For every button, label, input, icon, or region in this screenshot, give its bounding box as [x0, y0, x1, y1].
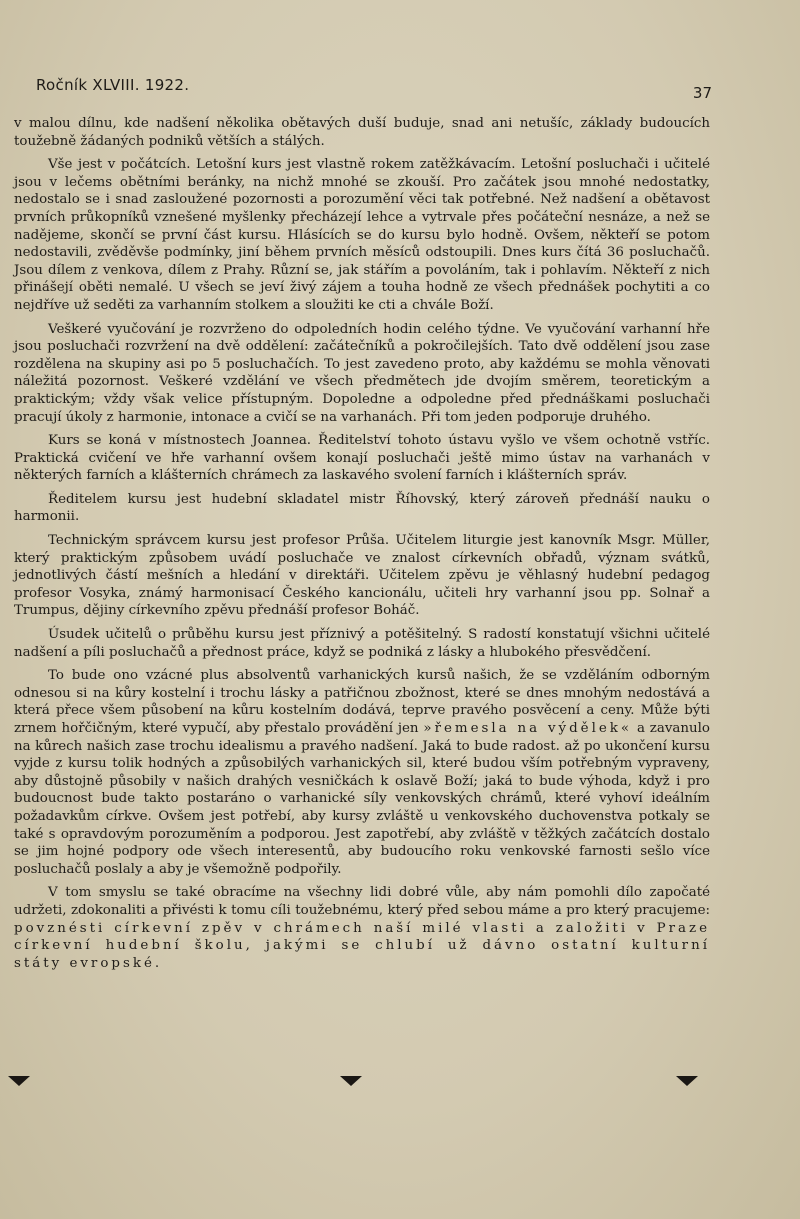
triangle-ornament — [8, 1076, 30, 1086]
paragraph — [14, 884, 710, 972]
text-run: V tom smyslu se také obracíme na všechny lidi dobré vůle, aby nám pomohli dílo započaté udržeti, zdokonaliti a přivésti k tomu cíli toužebnému, který před sebou máme a pro který pracujeme: — [14, 885, 710, 918]
paragraph: Úsudek učitelů o průběhu kursu jest příznivý a potěšitelný. S radostí konstatují všichni učitelé nadšení a píli posluchačů a přednost práce, když se podniká z lásky a hlubokého přesvědčení. — [14, 627, 710, 660]
paragraph — [14, 667, 710, 878]
running-header — [36, 76, 712, 100]
paragraph: Ředitelem kursu jest hudební skladatel mistr Říhovský, který zároveň přednáší nauku o harmonii. — [14, 491, 710, 525]
emphasized-text: »řemesla na výdělek« — [423, 721, 633, 736]
paragraph: Technickým správcem kursu jest profesor Průša. Učitelem liturgie jest kanovník Msgr. Müller, který praktickým způsobem uvádí posluchače ve znalost církevních obřadů, význam svátků, jednotlivých částí mešních a hledání v direktáři. Učitelem zpěvu je věhlasný hudební pedagog profesor Vosyka, známý harmonisací Českého kancionálu, učiteli hry varhanní jsou pp. Solnař a Trumpus, dějiny církevního zpěvu přednáší profesor Boháč. — [14, 533, 710, 619]
paragraph: Veškeré vyučování je rozvrženo do odpoledních hodin celého týdne. Ve vyučování varhanní hře jsou posluchači rozvržení na dvě oddělení: začátečníků a pokročilejších. Tato dvě oddělení jsou zase rozdělena na skupiny asi po 5 posluchačích. To jest zavedeno proto, aby každému se mohla věnovati náležitá pozornost. Veškeré vzdělání ve všech předmětech jde dvojím směrem, teoretickým a praktickým; vždy však velice přístupným. Dopoledne a odpoledne před přednáškami posluchači pracují úkoly z harmonie, intonace a cvičí se na varhanách. Při tom jeden podporuje druhého. — [14, 321, 710, 425]
body-text — [14, 115, 710, 978]
text-run: To bude ono vzácné plus absolventů varhanických kursů našich, že se vzděláním odborným odnesou si na kůry kostelní i trochu lásky a patřičnou zbožnost, které se dnes mnohým nedostává a která přece všem působení na kůru kostelním dodává, teprve pravého posvěcení a ceny. Může býti zrnem hořčičným, které vypučí, aby přestalo provádění jen — [14, 668, 710, 736]
paragraph: Kurs se koná v místnostech Joannea. Ředitelství tohoto ústavu vyšlo ve všem ochotně vstříc. Praktická cvičení ve hře varhanní ovšem konají posluchači ještě mimo ústav na varhanách v některých farních a klášterních chrámech za laskavého svolení farních i klášterních správ. — [14, 433, 710, 484]
paragraph: v malou dílnu, kde nadšení několika obětavých duší buduje, snad ani netušíc, základy budoucích toužebně žádaných podniků větších a stálých. — [14, 116, 710, 149]
page-number: 37 — [692, 84, 712, 102]
triangle-ornament — [676, 1076, 698, 1086]
triangle-ornament — [340, 1076, 362, 1086]
paragraph: Vše jest v počátcích. Letošní kurs jest vlastně rokem zatěžkávacím. Letošní posluchači i učitelé jsou v lečems obětními beránky, na nichž mnohé se zkouší. Pro začátek jsou mnohé nedostatky, nedostalo se i snad zasloužené pozornosti a porozumění věci tak potřebné. Než nadšení a obětavost prvních průkopníků vznešené myšlenky přecházejí lehce a vytrvale přes počáteční nesnáze, a než se nadějeme, skončí se první část kursu. Hlásících se do kursu bylo hodně. Ovšem, někteří se potom nedostavili, zvěděvše podmínky, jiní během prvních měsíců odstoupili. Dnes kurs čítá 36 posluchačů. Jsou dílem z venkova, dílem z Prahy. Různí se, jak stářím a povoláním, tak i pohlavím. Někteří z nich přinášejí oběti nemalé. U všech se jeví živý zájem a touha hodně ze všech přednášek pochytiti a co nejdříve už seděti za varhanním stolkem a sloužiti ke cti a chvále Boží. — [14, 157, 710, 313]
emphasized-text: povznésti církevní zpěv v chrámech naší milé vlasti a založiti v Praze církevní hudební školu, jakými se chlubí už dávno ostatní kulturní státy evropské. — [14, 920, 710, 971]
text-run: a zavanulo na kůrech našich zase trochu idealismu a pravého nadšení. Jaká to bude radost. až po ukončení kursu vyjde z kursu tolik hodných a způsobilých varhanických sil, které budou vším potřebným vypraveny, aby důstojně působily v našich drahých vesničkách k oslavě Boží; jaká to bude výhoda, když i pro budoucnost bude takto postaráno o varhanické síly venkovských chrámů, které vyhoví ideálním požadavkům církve. Ovšem jest potřebí, aby kursy zvláště u venkovského duchovenstva potkaly se také s opravdovým porozuměním a podporou. Jest zapotřebí, aby zvláště v těžkých začátcích dostalo se jim hojné podpory ode všech interesentů, aby budoucího roku venkovské farnosti sešlo více posluchačů poslaly a aby je všemožně podpořily. — [14, 721, 710, 877]
journal-volume: Ročník XLVIII. 1922. — [36, 76, 190, 94]
